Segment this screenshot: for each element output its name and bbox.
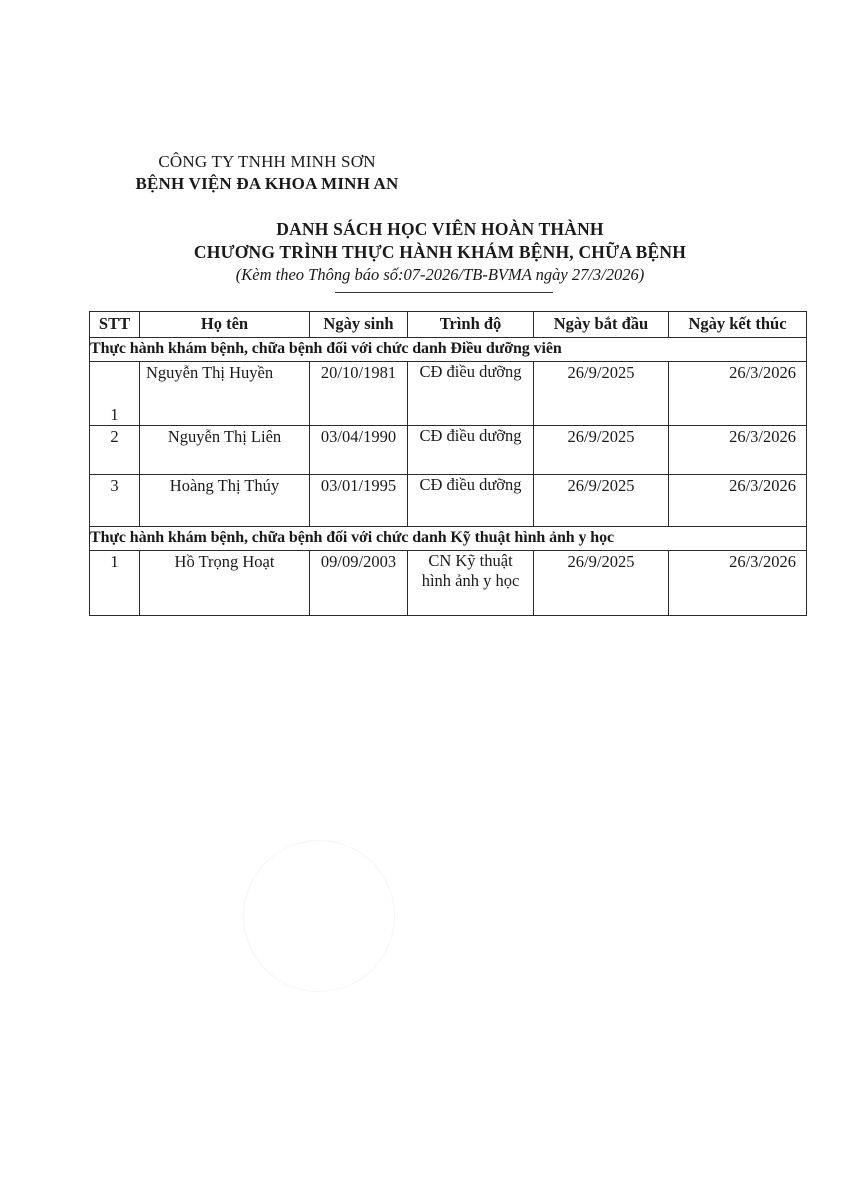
cell-start-date: 26/9/2025 bbox=[534, 362, 669, 426]
organization-header bbox=[117, 151, 417, 195]
section-heading: Thực hành khám bệnh, chữa bệnh đối với chức danh Điều dưỡng viên bbox=[90, 338, 807, 362]
company-name: CÔNG TY TNHH MINH SƠN bbox=[158, 152, 376, 171]
table-row bbox=[90, 362, 807, 426]
column-header-start-date: Ngày bắt đầu bbox=[534, 312, 669, 338]
cell-stt: 1 bbox=[90, 551, 140, 616]
cell-end-date: 26/3/2026 bbox=[669, 475, 807, 527]
table-header-row bbox=[90, 312, 807, 338]
column-header-end-date: Ngày kết thúc bbox=[669, 312, 807, 338]
cell-level: CĐ điều dưỡng bbox=[408, 475, 534, 527]
column-header-stt: STT bbox=[90, 312, 140, 338]
cell-end-date: 26/3/2026 bbox=[669, 426, 807, 475]
column-header-name: Họ tên bbox=[140, 312, 310, 338]
cell-start-date: 26/9/2025 bbox=[534, 426, 669, 475]
cell-name: Nguyễn Thị Huyền bbox=[140, 362, 310, 426]
column-header-level: Trình độ bbox=[408, 312, 534, 338]
cell-dob: 09/09/2003 bbox=[310, 551, 408, 616]
section-heading-row bbox=[90, 527, 807, 551]
cell-stt: 3 bbox=[90, 475, 140, 527]
document-title bbox=[100, 218, 780, 286]
cell-start-date: 26/9/2025 bbox=[534, 551, 669, 616]
cell-stt: 1 bbox=[90, 362, 140, 426]
cell-name: Hồ Trọng Hoạt bbox=[140, 551, 310, 616]
title-underline bbox=[335, 292, 553, 293]
column-header-dob: Ngày sinh bbox=[310, 312, 408, 338]
cell-level: CN Kỹ thuật hình ảnh y học bbox=[408, 551, 534, 616]
title-line-2: CHƯƠNG TRÌNH THỰC HÀNH KHÁM BỆNH, CHỮA BỆNH bbox=[193, 242, 687, 262]
cell-end-date: 26/3/2026 bbox=[669, 551, 807, 616]
cell-dob: 03/01/1995 bbox=[310, 475, 408, 527]
cell-level: CĐ điều dưỡng bbox=[408, 426, 534, 475]
hospital-name: BỆNH VIỆN ĐA KHOA MINH AN bbox=[135, 174, 399, 193]
cell-end-date: 26/3/2026 bbox=[669, 362, 807, 426]
student-roster-table bbox=[89, 311, 807, 616]
cell-name: Nguyễn Thị Liên bbox=[140, 426, 310, 475]
section-heading: Thực hành khám bệnh, chữa bệnh đối với chức danh Kỹ thuật hình ảnh y học bbox=[90, 527, 807, 551]
table-row bbox=[90, 475, 807, 527]
cell-start-date: 26/9/2025 bbox=[534, 475, 669, 527]
title-line-1: DANH SÁCH HỌC VIÊN HOÀN THÀNH bbox=[276, 219, 604, 239]
table-row bbox=[90, 426, 807, 475]
cell-name: Hoàng Thị Thúy bbox=[140, 475, 310, 527]
cell-dob: 03/04/1990 bbox=[310, 426, 408, 475]
section-heading-row bbox=[90, 338, 807, 362]
faded-stamp-seal bbox=[243, 840, 395, 992]
cell-stt: 2 bbox=[90, 426, 140, 475]
title-subtitle: (Kèm theo Thông báo số:07-2026/TB-BVMA ngày 27/3/2026) bbox=[235, 265, 645, 284]
cell-level: CĐ điều dưỡng bbox=[408, 362, 534, 426]
cell-dob: 20/10/1981 bbox=[310, 362, 408, 426]
table-row bbox=[90, 551, 807, 616]
